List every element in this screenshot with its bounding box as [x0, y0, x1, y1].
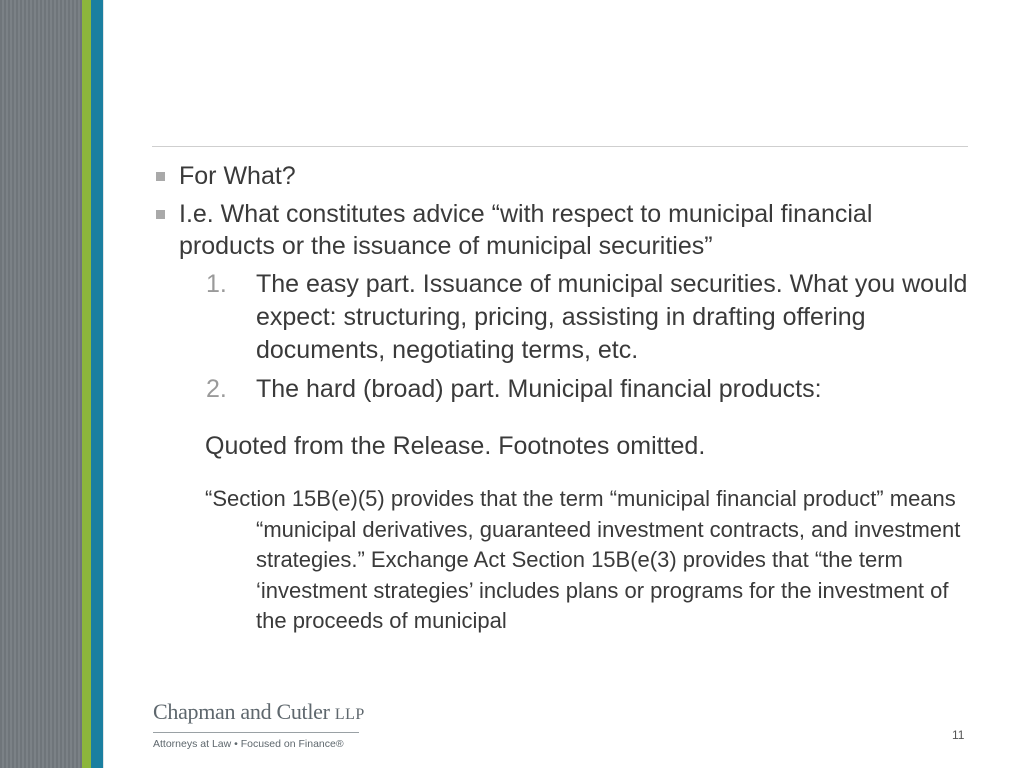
item-text: The hard (broad) part. Municipal financial products: — [256, 375, 822, 403]
bullet-item — [152, 198, 972, 262]
quoted-passage: “Section 15B(e)(5) provides that the term “municipal financial product” means “municipal derivatives, guaranteed investment contracts, and investment strategies.” Exchange Act Section 15B(e(3) provides that “the term ‘investment strategies’ includes plans or programs for the investment of the proceeds of municipal — [205, 486, 961, 633]
logo-wordmark — [153, 700, 365, 727]
accent-stripe-green — [82, 0, 91, 768]
source-note: Quoted from the Release. Footnotes omitted. — [205, 432, 706, 460]
item-number: 1. — [206, 270, 227, 298]
company-logo — [153, 700, 365, 750]
bullet-text: For What? — [179, 162, 296, 190]
sidebar-stripes — [0, 0, 82, 768]
item-text: The easy part. Issuance of municipal securities. What you would expect: structuring, pricing, assisting in drafting offering documents, negotiating terms, etc. — [256, 270, 968, 364]
numbered-item — [152, 268, 972, 367]
logo-rule — [153, 732, 359, 733]
square-bullet-icon — [156, 172, 165, 181]
bullet-item — [152, 160, 972, 192]
numbered-item — [152, 373, 972, 406]
accent-stripe-divider — [103, 0, 104, 768]
title-divider — [152, 146, 968, 147]
logo-tagline: Attorneys at Law • Focused on Finance® — [153, 738, 344, 750]
logo-name: Chapman and Cutler — [153, 699, 330, 724]
accent-stripe-teal — [91, 0, 103, 768]
logo-suffix: LLP — [334, 706, 365, 723]
bullet-text: I.e. What constitutes advice “with respect to municipal financial products or the issuance of municipal securities” — [179, 200, 873, 260]
square-bullet-icon — [156, 210, 165, 219]
item-number: 2. — [206, 375, 227, 403]
page-number: 11 — [952, 728, 965, 742]
slide-content — [152, 160, 972, 637]
